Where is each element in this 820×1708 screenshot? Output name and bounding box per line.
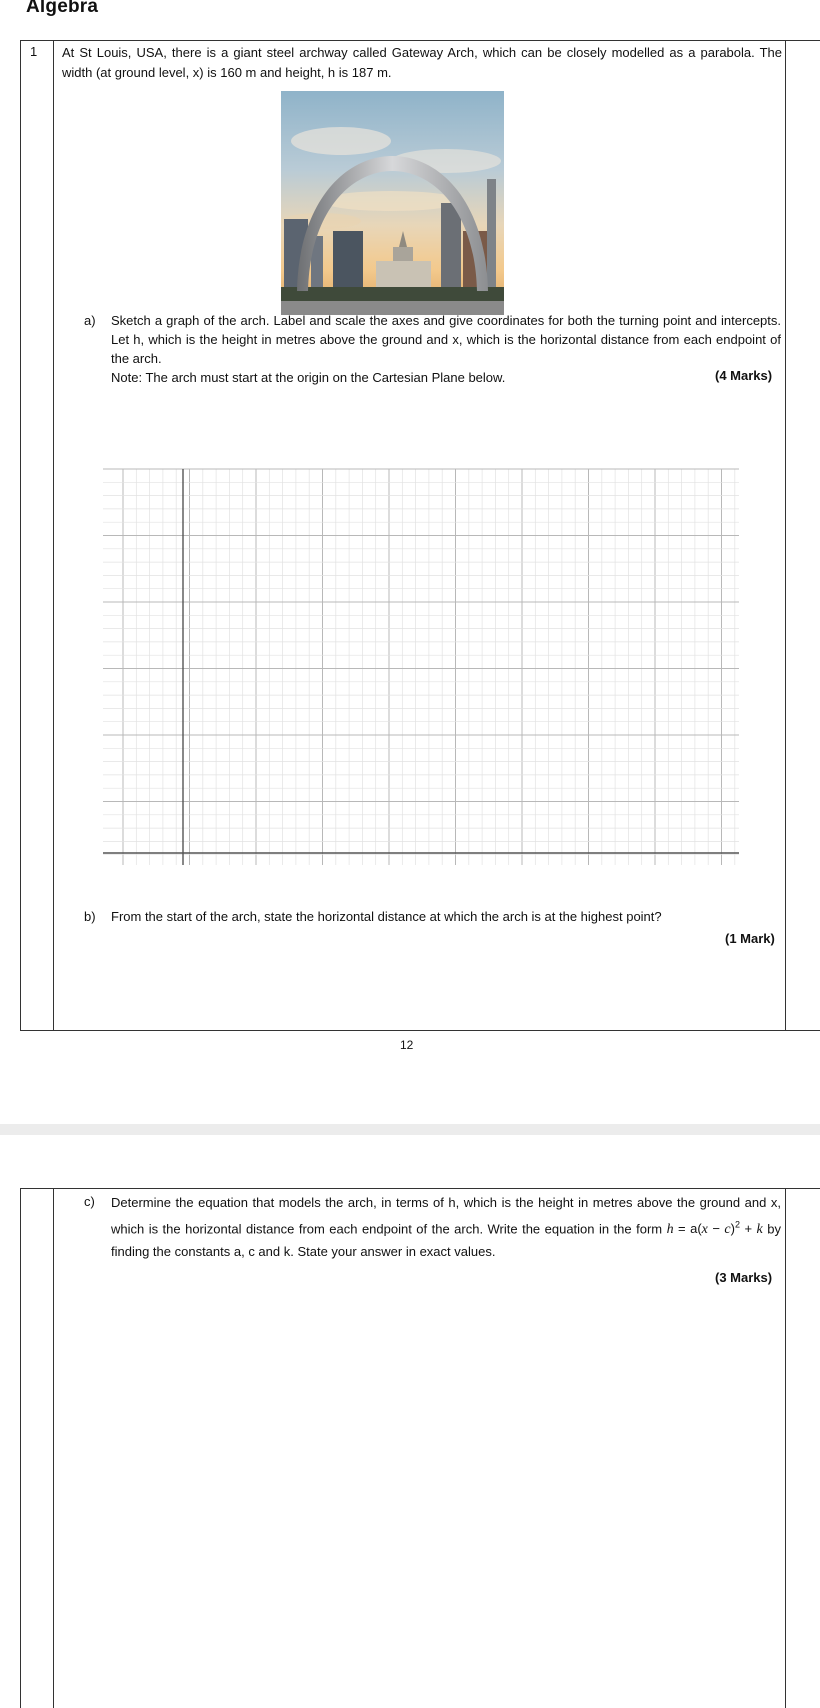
graph-paper[interactable] bbox=[103, 461, 739, 871]
number-column-divider bbox=[53, 1189, 54, 1708]
part-a-marks: (4 Marks) bbox=[715, 368, 773, 383]
part-a bbox=[84, 311, 784, 391]
right-column-divider bbox=[785, 1189, 786, 1708]
part-c-marks: (3 Marks) bbox=[715, 1270, 773, 1285]
page-separator bbox=[0, 1124, 820, 1135]
part-a-text: Sketch a graph of the arch. Label and scale the axes and give coordinates for both the turning point and intercepts. Let h, which is the height in metres above the ground and x, which is the horizontal distance from each endpoint of the arch. bbox=[111, 313, 781, 366]
part-c-text-before: Determine the equation that models the arch, in terms of h, which is the height in metres above the ground and x, which is the horizontal distance from each endpoint of the arch. Write the equation in the form bbox=[111, 1195, 781, 1237]
cartesian-grid[interactable] bbox=[103, 461, 739, 876]
intro-text: At St Louis, USA, there is a giant steel archway called Gateway Arch, which can be closely modelled as a parabola. The width (at ground level, x) is 160 m and height, h is 187 m. bbox=[62, 45, 782, 80]
part-b-marks: (1 Mark) bbox=[725, 931, 775, 946]
part-a-label: a) bbox=[84, 313, 96, 328]
equation-form: $h = a(x - c)^2 + k$ bbox=[666, 1220, 763, 1238]
part-a-note: Note: The arch must start at the origin on the Cartesian Plane below. bbox=[111, 370, 506, 385]
question-number: 1 bbox=[30, 44, 38, 59]
part-b bbox=[84, 907, 784, 937]
page-number: 12 bbox=[400, 1038, 414, 1052]
part-c-text-after: by finding the constants a, c and k. State your answer in exact values. bbox=[111, 1221, 781, 1260]
question-intro bbox=[62, 43, 782, 83]
question-table bbox=[20, 40, 820, 1031]
page-heading: Algebra bbox=[26, 0, 99, 17]
gateway-arch-photo bbox=[281, 91, 504, 315]
part-b-label: b) bbox=[84, 909, 96, 924]
part-b-text: From the start of the arch, state the horizontal distance at which the arch is at the highest point? bbox=[111, 909, 662, 924]
number-column-divider bbox=[53, 41, 54, 1030]
arch-image bbox=[281, 91, 504, 315]
right-column-divider bbox=[785, 41, 786, 1030]
part-c-label: c) bbox=[84, 1194, 95, 1209]
part-c bbox=[84, 1192, 784, 1262]
question-table-continued bbox=[20, 1188, 820, 1708]
